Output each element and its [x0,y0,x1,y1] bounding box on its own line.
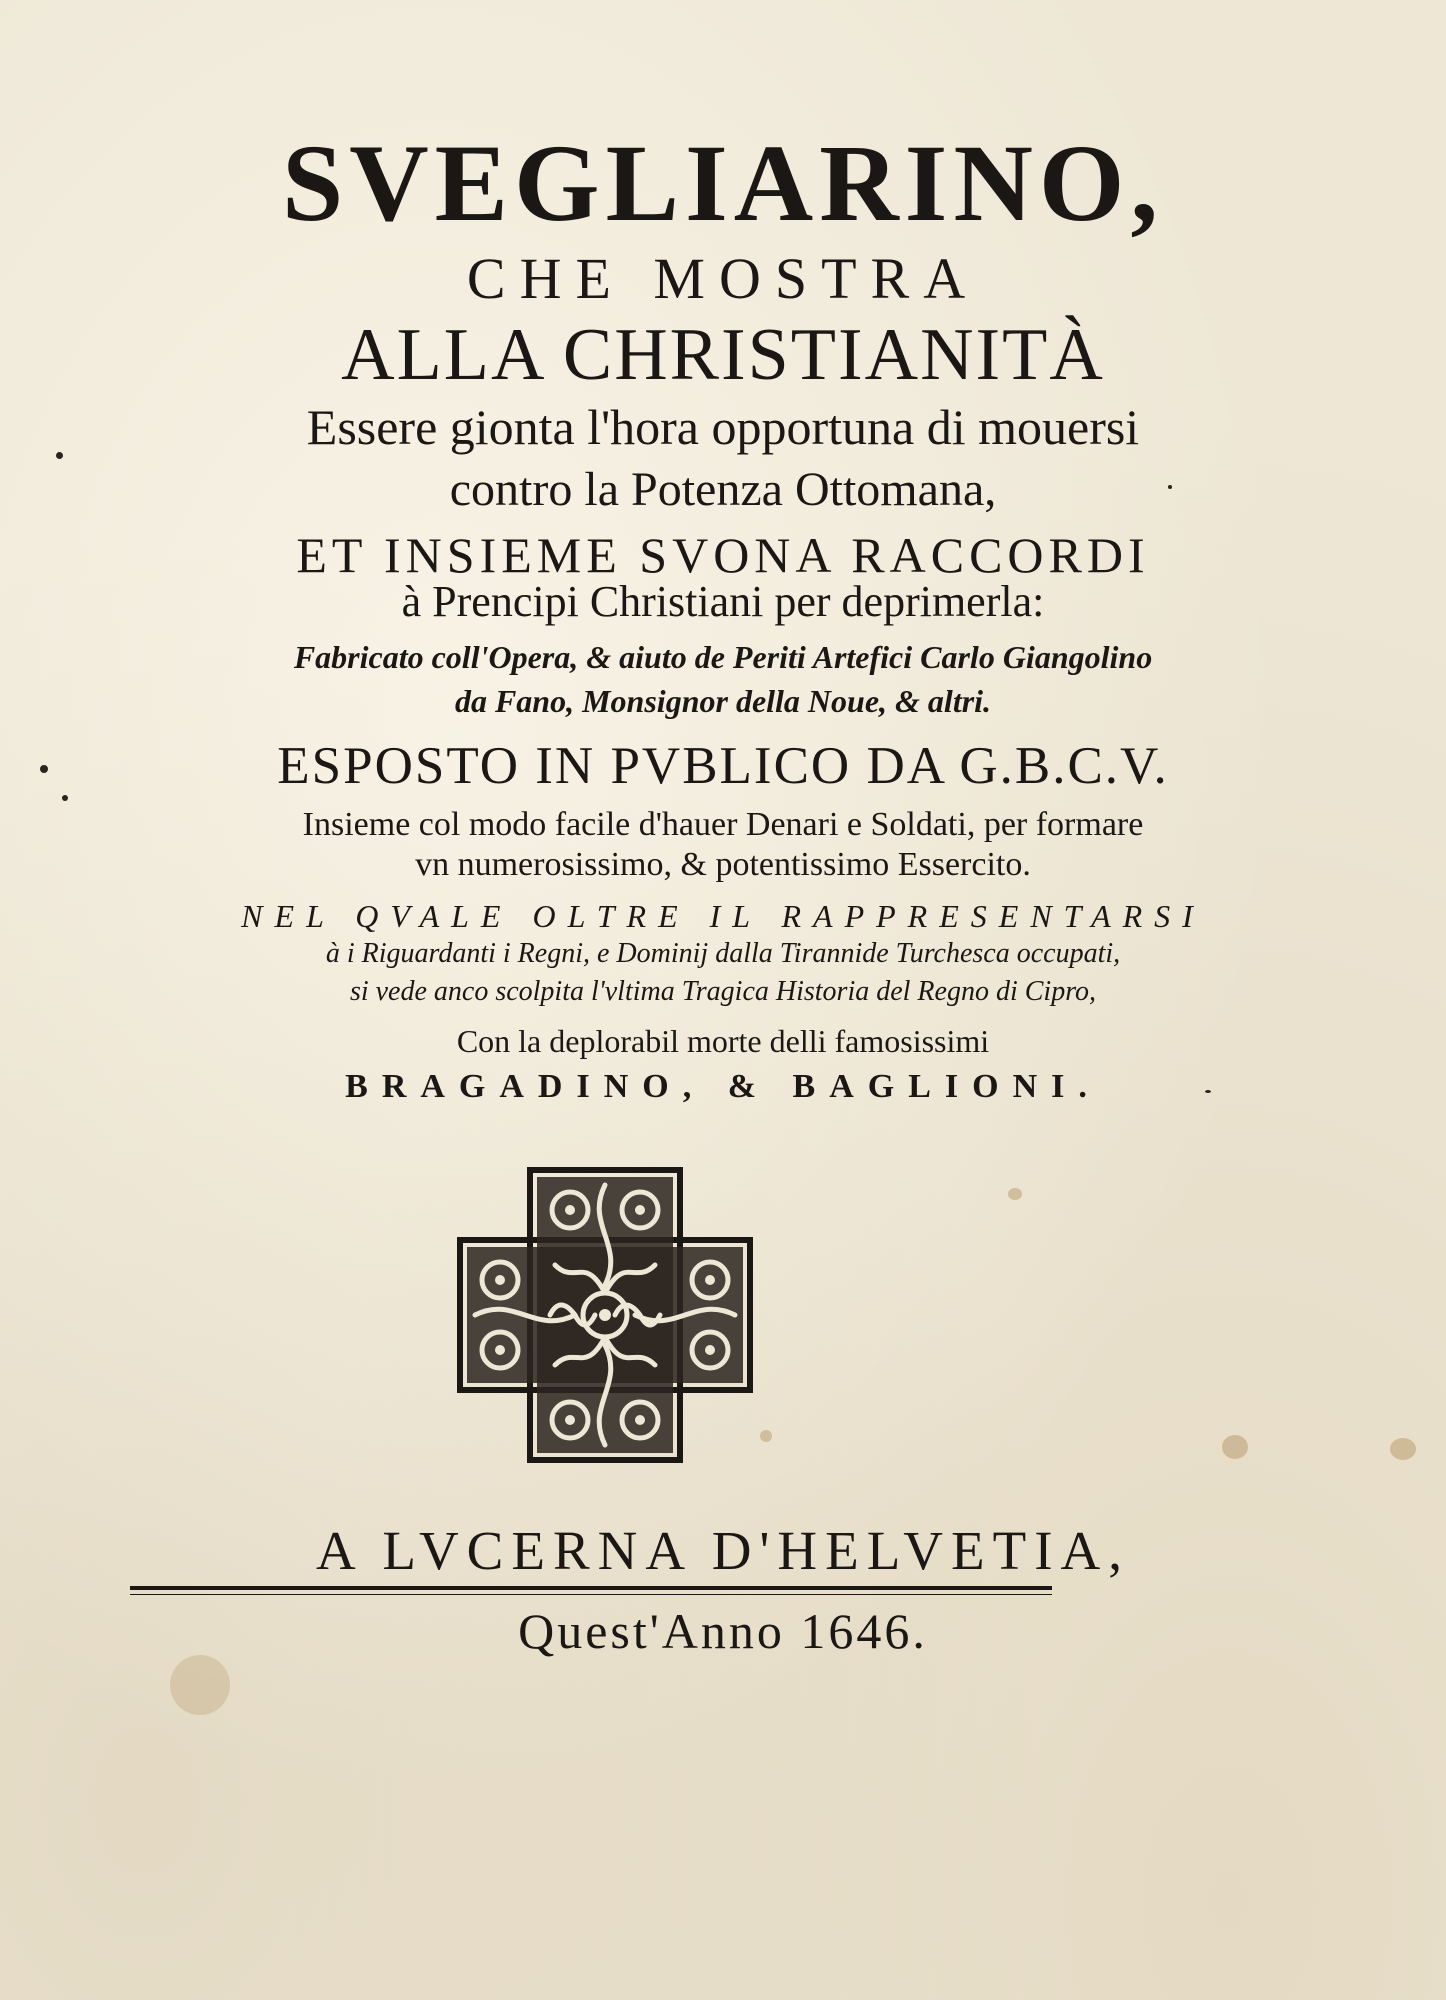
foxing-stain [170,1655,230,1715]
text-line: Con la deplorabil morte delli famosissimi [456,1023,990,1059]
names-line: BRAGADINO, & BAGLIONI. [345,1068,1101,1105]
ink-speck [40,765,48,773]
foxing-stain [1222,1435,1248,1459]
ink-speck [1168,485,1172,489]
subtitle-che-mostra: CHE MOSTRA [466,246,980,311]
rule-divider [130,1586,1052,1590]
foxing-stain [1008,1188,1022,1200]
foxing-stain [1390,1438,1416,1460]
italic-line: da Fano, Monsignor della Noue, & altri. [454,683,992,719]
printers-ornament-icon [455,1165,755,1465]
ink-speck [62,795,68,801]
ink-speck [1205,1090,1211,1093]
ink-speck [56,452,63,459]
italic-line: si vede anco scolpita l'vltima Tragica Historia del Regno di Cipro, [349,976,1097,1007]
title: SVEGLIARINO, [282,122,1164,244]
italic-line: Fabricato coll'Opera, & aiuto de Periti Artefici Carlo Giangolino [293,639,1153,675]
imprint-year: Quest'Anno 1646. [518,1603,928,1659]
rule-divider-thin [130,1594,1052,1595]
imprint-place: A LVCERNA D'HELVETIA, [315,1520,1130,1581]
italic-caps-line: NEL QVALE OLTRE IL RAPPRESENTARSI [241,898,1205,934]
text-line: contro la Potenza Ottomana, [449,463,997,516]
italic-line: à i Riguardanti i Regni, e Dominij dalla Tirannide Turchesca occupati, [325,938,1121,969]
text-line-caps: ET INSIEME SVONA RACCORDI [296,527,1150,583]
author-line: ESPOSTO IN PVBLICO DA G.B.C.V. [277,737,1169,795]
text-line: à Prencipi Christiani per deprimerla: [401,577,1045,626]
text-line: Essere gionta l'hora opportuna di mouersi [306,399,1140,455]
text-line: vn numerosissimo, & potentissimo Essercito. [415,846,1031,883]
subtitle-christianita: ALLA CHRISTIANITÀ [341,314,1105,396]
foxing-stain [760,1430,772,1442]
text-line: Insieme col modo facile d'hauer Denari e Soldati, per formare [302,806,1144,843]
